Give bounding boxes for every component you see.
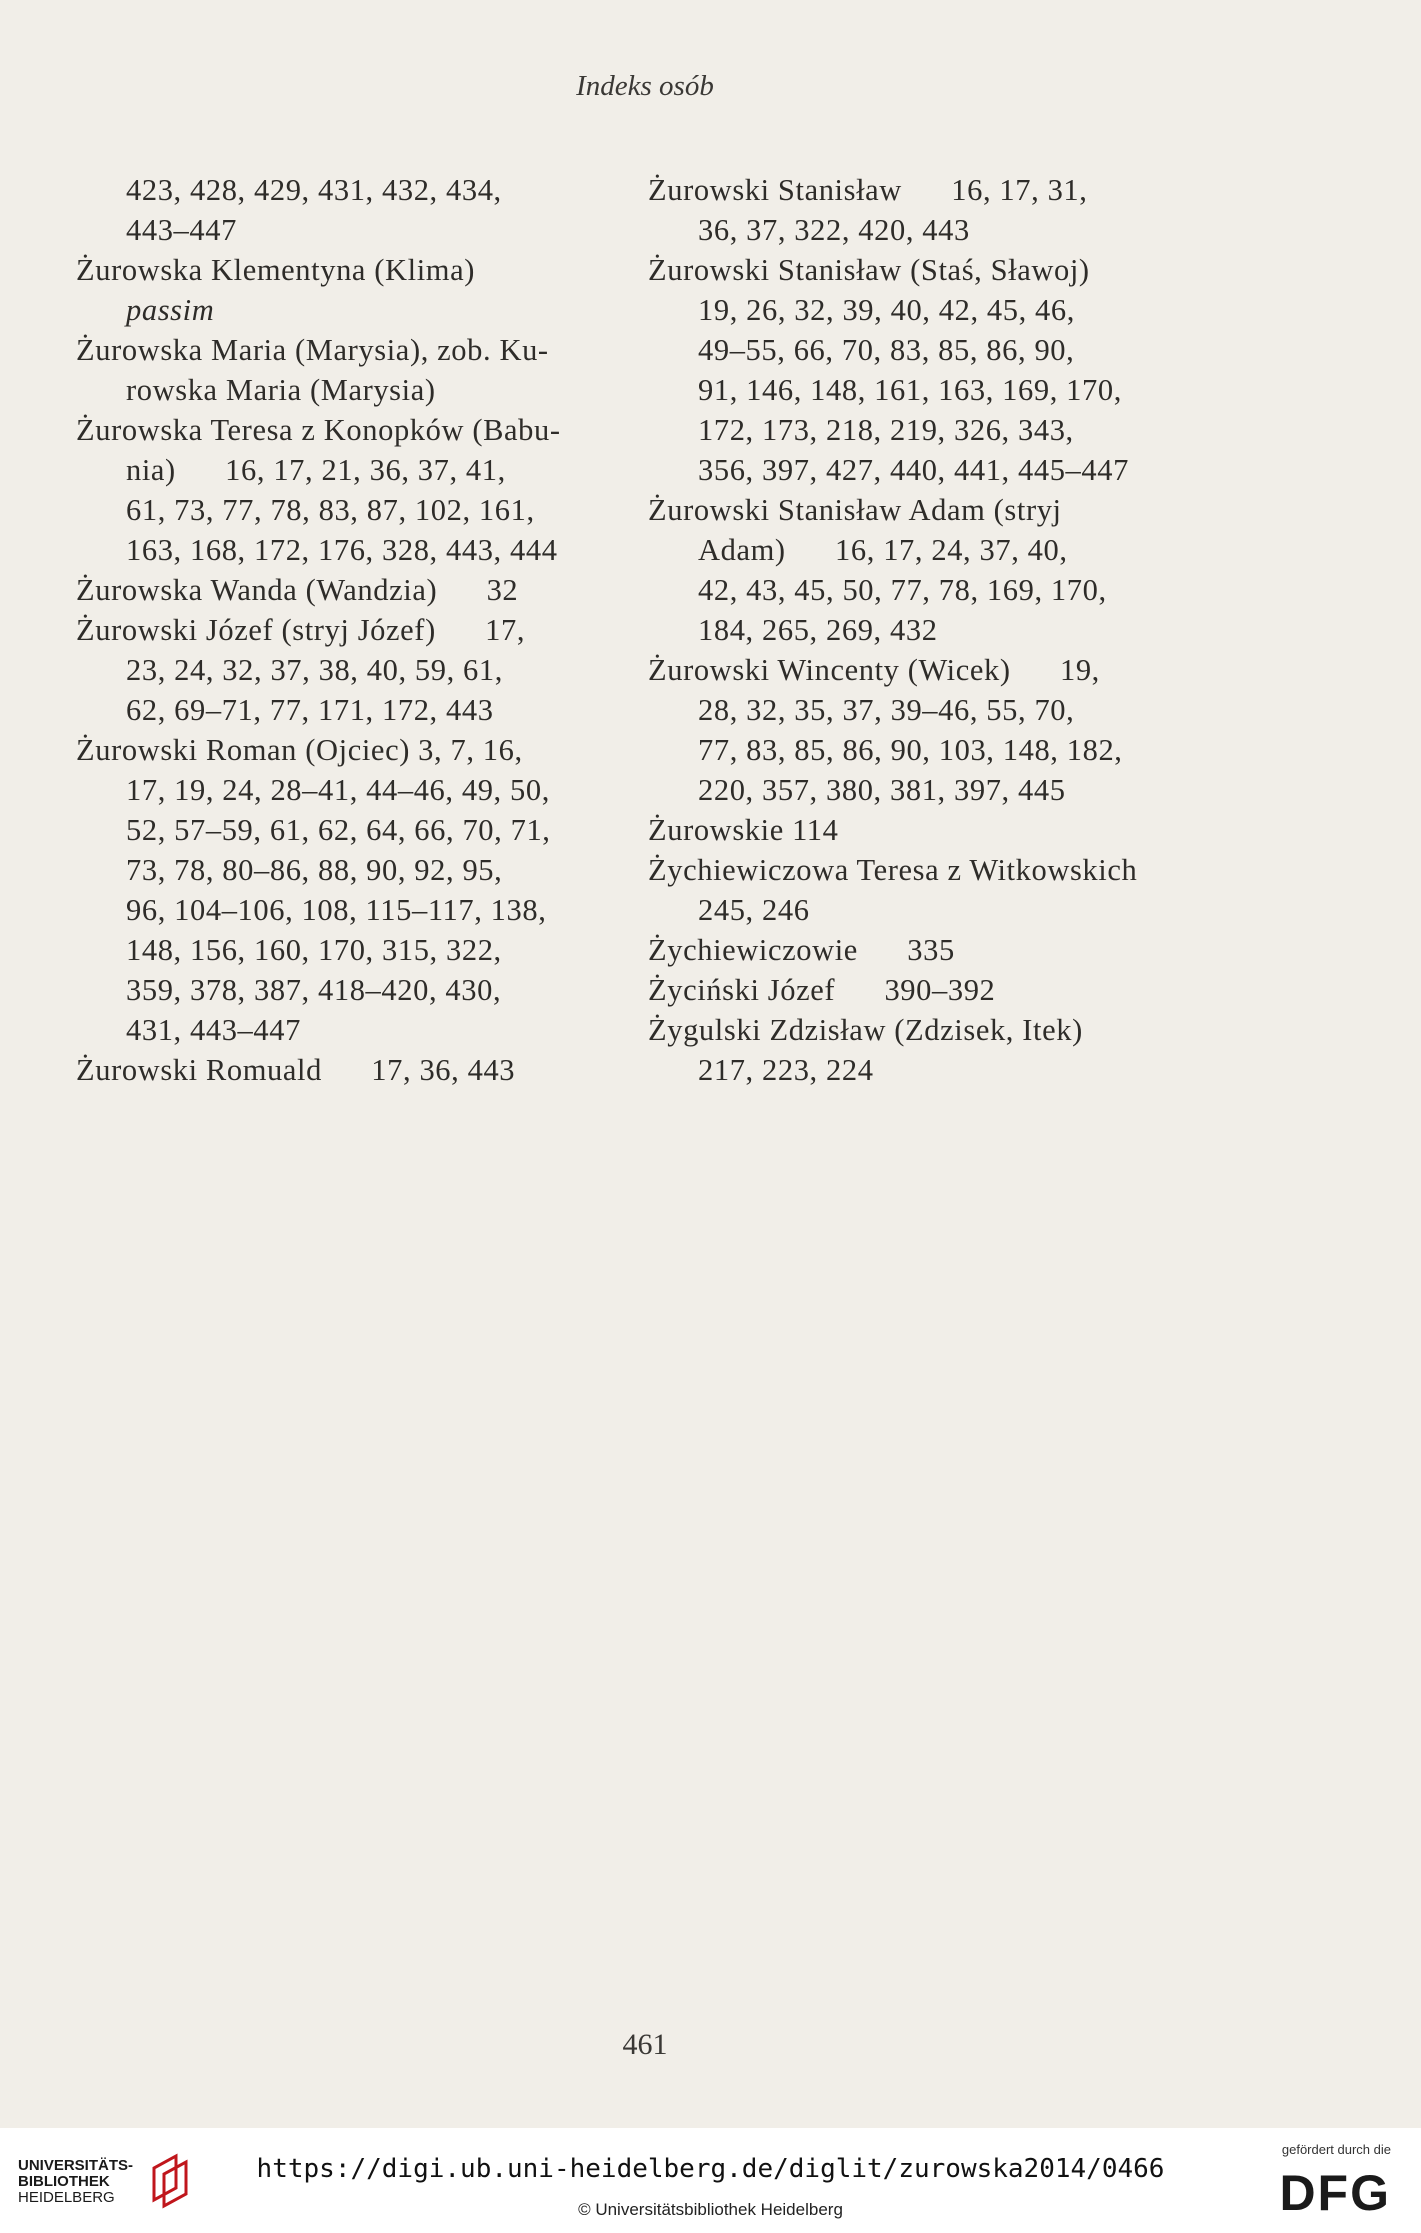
library-name-line: UNIVERSITÄTS- xyxy=(18,2157,134,2174)
dfg-logo: DFG xyxy=(1279,2165,1391,2221)
index-line: 148, 156, 160, 170, 315, 322, xyxy=(126,933,502,967)
index-line: rowska Maria (Marysia) xyxy=(126,373,436,407)
page-number: 461 xyxy=(622,2028,668,2061)
permalink-url[interactable]: https://digi.ub.uni-heidelberg.de/diglit/zurowska2014/0466 xyxy=(256,2154,1165,2184)
index-line: 184, 265, 269, 432 xyxy=(698,613,938,647)
index-line: 217, 223, 224 xyxy=(698,1053,874,1087)
index-line: 49–55, 66, 70, 83, 85, 86, 90, xyxy=(698,333,1075,367)
index-line: 96, 104–106, 108, 115–117, 138, xyxy=(126,893,547,927)
index-entry: Żurowska Wanda (Wandzia) 32 xyxy=(76,573,519,607)
index-entry: Żurowskie 114 xyxy=(648,813,839,847)
index-line: nia) 16, 17, 21, 36, 37, 41, xyxy=(126,453,506,487)
index-line: 23, 24, 32, 37, 38, 40, 59, 61, xyxy=(126,653,503,687)
index-entry: Żurowski Roman (Ojciec) 3, 7, 16, xyxy=(76,733,523,767)
index-column-left xyxy=(76,170,636,1090)
index-line: 62, 69–71, 77, 171, 172, 443 xyxy=(126,693,494,727)
index-line: 73, 78, 80–86, 88, 90, 92, 95, xyxy=(126,853,503,887)
index-entry: Żurowski Stanisław (Staś, Sławoj) xyxy=(648,253,1090,287)
index-entry: Żurowski Stanisław Adam (stryj xyxy=(648,493,1062,527)
index-entry: Żychiewiczowa Teresa z Witkowskich xyxy=(648,853,1138,887)
index-line: 163, 168, 172, 176, 328, 443, 444 xyxy=(126,533,558,567)
index-line: passim xyxy=(126,293,215,327)
index-line: 61, 73, 77, 78, 83, 87, 102, 161, xyxy=(126,493,535,527)
index-line: 36, 37, 322, 420, 443 xyxy=(698,213,970,247)
index-entry: Żurowski Romuald 17, 36, 443 xyxy=(76,1053,516,1087)
index-entry: Żurowska Teresa z Konopków (Babu- xyxy=(76,413,561,447)
index-line: 77, 83, 85, 86, 90, 103, 148, 182, xyxy=(698,733,1123,767)
index-line: 172, 173, 218, 219, 326, 343, xyxy=(698,413,1074,447)
copyright-notice: © Universitätsbibliothek Heidelberg xyxy=(578,2200,843,2219)
index-line: 19, 26, 32, 39, 40, 42, 45, 46, xyxy=(698,293,1075,327)
index-line: 52, 57–59, 61, 62, 64, 66, 70, 71, xyxy=(126,813,551,847)
index-entry: Żychiewiczowie 335 xyxy=(648,933,955,967)
index-line: 220, 357, 380, 381, 397, 445 xyxy=(698,773,1066,807)
library-name-line: HEIDELBERG xyxy=(18,2189,115,2206)
index-column-right xyxy=(648,170,1208,1090)
library-name-line: BIBLIOTHEK xyxy=(18,2173,110,2190)
index-line: Adam) 16, 17, 24, 37, 40, xyxy=(698,533,1068,567)
index-line: 245, 246 xyxy=(698,893,810,927)
index-entry: Żurowski Józef (stryj Józef) 17, xyxy=(76,613,526,647)
index-line: 423, 428, 429, 431, 432, 434, xyxy=(126,173,502,207)
index-line: 42, 43, 45, 50, 77, 78, 169, 170, xyxy=(698,573,1107,607)
running-header: Indeks osób xyxy=(576,70,714,102)
index-line: 356, 397, 427, 440, 441, 445–447 xyxy=(698,453,1129,487)
index-line: 17, 19, 24, 28–41, 44–46, 49, 50, xyxy=(126,773,550,807)
index-line: 28, 32, 35, 37, 39–46, 55, 70, xyxy=(698,693,1075,727)
index-entry: Żurowski Stanisław 16, 17, 31, xyxy=(648,173,1088,207)
index-line: 431, 443–447 xyxy=(126,1013,301,1047)
funding-note: gefördert durch die xyxy=(1281,2142,1391,2157)
index-line: 91, 146, 148, 161, 163, 169, 170, xyxy=(698,373,1122,407)
index-entry: Żurowska Maria (Marysia), zob. Ku- xyxy=(76,333,549,367)
index-line: 443–447 xyxy=(126,213,237,247)
index-entry: Życiński Józef 390–392 xyxy=(648,973,996,1007)
footer-bar xyxy=(0,2128,1421,2233)
index-entry: Żurowska Klementyna (Klima) xyxy=(76,253,476,287)
index-entry: Żurowski Wincenty (Wicek) 19, xyxy=(648,653,1100,687)
index-line: 359, 378, 387, 418–420, 430, xyxy=(126,973,502,1007)
index-entry: Żygulski Zdzisław (Zdzisek, Itek) xyxy=(648,1013,1083,1047)
